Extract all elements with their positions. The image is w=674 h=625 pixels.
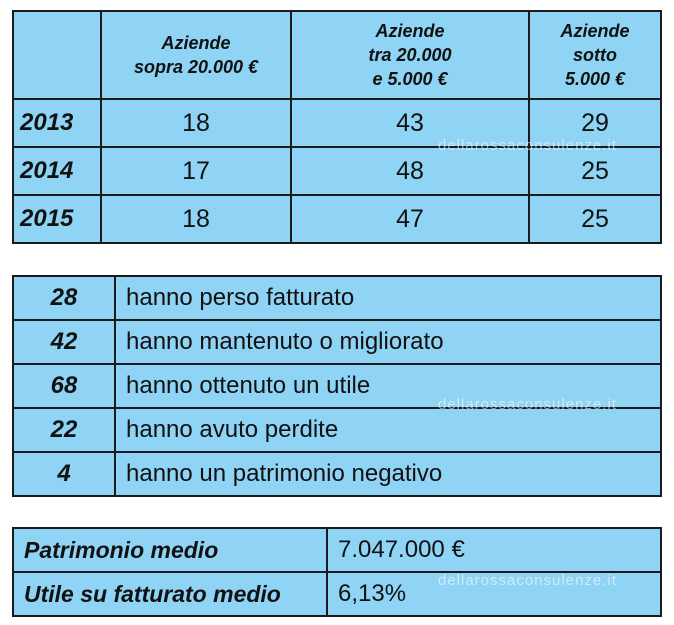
header-above-20000: Aziende sopra 20.000 € xyxy=(101,11,291,99)
summary-value: 7.047.000 € xyxy=(327,528,661,572)
year-cell: 2014 xyxy=(13,147,101,195)
table-row xyxy=(13,320,661,364)
watermark: dellarossaconsulenze.it xyxy=(438,137,617,154)
year-cell: 2013 xyxy=(13,99,101,147)
value-cell: 25 xyxy=(529,195,661,243)
summary-table xyxy=(12,527,662,617)
summary-value: 6,13% xyxy=(327,572,661,616)
value-cell: 48 xyxy=(291,147,529,195)
value-cell: 47 xyxy=(291,195,529,243)
table-row xyxy=(13,364,661,408)
watermark: dellarossaconsulenze.it xyxy=(438,396,617,413)
description-cell: hanno perso fatturato xyxy=(115,276,661,320)
summary-label: Patrimonio medio xyxy=(13,528,327,572)
value-cell: 18 xyxy=(101,195,291,243)
value-cell: 18 xyxy=(101,99,291,147)
value-cell: 29 xyxy=(529,99,661,147)
header-empty-cell xyxy=(13,11,101,99)
value-cell: 17 xyxy=(101,147,291,195)
watermark: dellarossaconsulenze.it xyxy=(438,572,617,589)
table-row xyxy=(13,147,661,195)
table-row xyxy=(13,452,661,496)
table-row xyxy=(13,99,661,147)
description-cell: hanno un patrimonio negativo xyxy=(115,452,661,496)
description-cell: hanno mantenuto o migliorato xyxy=(115,320,661,364)
table-row xyxy=(13,195,661,243)
year-cell: 2015 xyxy=(13,195,101,243)
count-cell: 22 xyxy=(13,408,115,452)
count-cell: 68 xyxy=(13,364,115,408)
table-row xyxy=(13,528,661,572)
table-row xyxy=(13,276,661,320)
header-between-20000-5000: Aziende tra 20.000 e 5.000 € xyxy=(291,11,529,99)
value-cell: 25 xyxy=(529,147,661,195)
count-cell: 42 xyxy=(13,320,115,364)
statistics-table xyxy=(12,275,662,497)
table-row xyxy=(13,408,661,452)
value-cell: 43 xyxy=(291,99,529,147)
count-cell: 28 xyxy=(13,276,115,320)
description-cell: hanno ottenuto un utile xyxy=(115,364,661,408)
header-below-5000: Aziende sotto 5.000 € xyxy=(529,11,661,99)
summary-label: Utile su fatturato medio xyxy=(13,572,327,616)
count-cell: 4 xyxy=(13,452,115,496)
description-cell: hanno avuto perdite xyxy=(115,408,661,452)
table-header-row xyxy=(13,11,661,99)
table-row xyxy=(13,572,661,616)
yearly-companies-table xyxy=(12,10,662,244)
